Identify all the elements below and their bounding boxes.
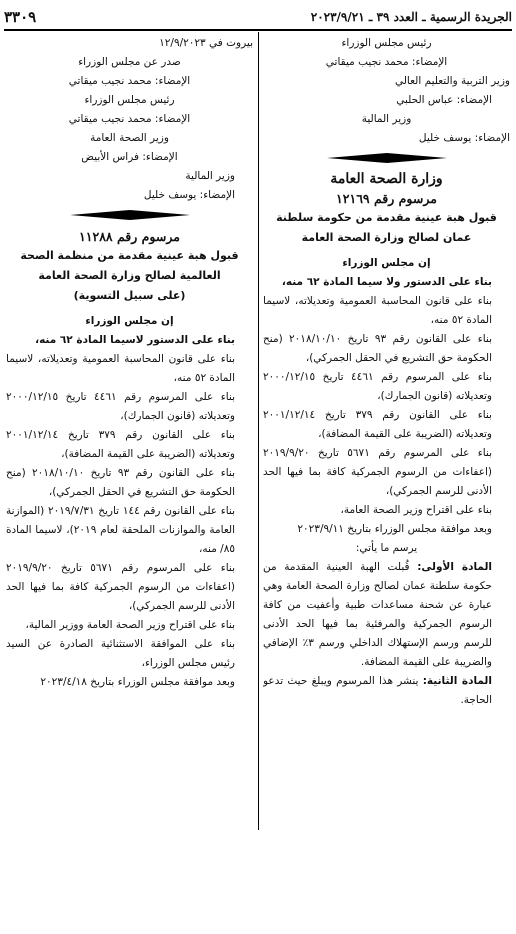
section-separator [6, 205, 253, 227]
legal-basis: بناء على القانون رقم ٩٣ تاريخ ٢٠١٨/١٠/١٠ (منح الحكومة حق التشريع في الحقل الجمركي)، [6, 467, 235, 498]
signature-role: وزير المالية [185, 170, 235, 182]
signature-name: الإمضاء: فراس الأبيض [81, 151, 178, 163]
decree-subject: قبول هبة عينية مقدمة من منظمة الصحة [20, 249, 239, 262]
legal-basis: بناء على القانون رقم ٩٣ تاريخ ٢٠١٨/١٠/١٠ (منح الحكومة حق التشريع في الحقل الجمركي)، [263, 333, 492, 364]
gazette-issue-title: الجريدة الرسمية ـ العدد ٣٩ ـ ٢٠٢٣/٩/٢١ [310, 10, 512, 24]
legal-basis: بناء على المرسوم رقم ٥٦٧١ تاريخ ٢٠١٩/٩/٢٠ (اعفاءات من الرسوم الجمركية كافة بما فيها الحد الأدنى للرسم الجمركي)، [263, 447, 492, 497]
legal-basis: بناء على اقتراح وزير الصحة العامة، [340, 504, 492, 516]
section-separator [263, 148, 510, 170]
left-column [6, 34, 253, 692]
place-date: بيروت في ١٢/٩/٢٠٢٣ [159, 37, 253, 49]
ministry-heading: وزارة الصحة العامة [330, 171, 443, 187]
article-label: المادة الأولى: [417, 561, 492, 573]
legal-basis: بناء على الموافقة الاستثنائية الصادرة عن السيد رئيس مجلس الوزراء، [6, 638, 235, 669]
signature-role: وزير الصحة العامة [90, 132, 169, 144]
article-1 [263, 558, 510, 672]
legal-basis: بناء على المرسوم رقم ٤٤٦١ تاريخ ٢٠٠٠/١٢/١٥ وتعديلاته (قانون الجمارك)، [263, 371, 492, 402]
decree-formula: يرسم ما يأتي: [355, 542, 418, 554]
decree-subject: (على سبيل التسوية) [73, 289, 186, 302]
article-text: قُبلت الهبة العينية المقدمة من حكومة سلطنة عمان لصالح وزارة الصحة العامة وهي عبارة عن شحنة مساعدات طبية وأعفيت من كافة الرسوم الجمركية والمرفئية بما فيها الحد الأدنى للرسم ورسم الإستهلاك الداخلي ورسم ٣٪ الإضافي والضريبة على القيمة المضافة. [263, 561, 492, 668]
issuer-line: إن مجلس الوزراء [85, 315, 174, 327]
issuer-line: إن مجلس الوزراء [342, 257, 431, 269]
signature-name: الإمضاء: يوسف خليل [418, 132, 510, 144]
article-2 [263, 672, 510, 710]
column-divider [258, 32, 259, 830]
legal-basis: وبعد موافقة مجلس الوزراء بتاريخ ٢٠٢٣/٩/١١ [297, 523, 492, 535]
legal-basis: بناء على المرسوم رقم ٤٤٦١ تاريخ ٢٠٠٠/١٢/١٥ وتعديلاته (قانون الجمارك)، [6, 391, 235, 422]
page-number: ٣٣٠٩ [4, 8, 37, 26]
legal-basis: وبعد موافقة مجلس الوزراء بتاريخ ٢٠٢٣/٤/١٨ [40, 676, 235, 688]
legal-basis: بناء على اقتراح وزير الصحة العامة ووزير المالية، [25, 619, 235, 631]
decree-title: مرسوم رقم ١١٢٨٨ [79, 229, 180, 244]
decree-subject: العالمية لصالح وزارة الصحة العامة [38, 269, 221, 282]
header-rule [4, 29, 512, 31]
decree-subject: عمان لصالح وزارة الصحة العامة [301, 231, 472, 244]
legal-basis: بناء على قانون المحاسبة العمومية وتعديلاته، لاسيما المادة ٥٢ منه، [263, 295, 492, 326]
legal-basis: بناء على القانون رقم ٣٧٩ تاريخ ٢٠٠١/١٢/١٤ وتعديلاته (الضريبة على القيمة المضافة)، [6, 429, 235, 460]
legal-basis: بناء على القانون رقم ١٤٤ تاريخ ٢٠١٩/٧/٣١ (الموازنة العامة والموازنات الملحقة لعام ٢٠١٩)، لاسيما المادة ٨٥/ منه، [6, 505, 235, 555]
signature-role: وزير التربية والتعليم العالي [394, 75, 510, 87]
signature-name: الإمضاء: محمد نجيب ميقاتي [325, 56, 448, 68]
legal-basis: بناء على الدستور ولا سيما المادة ٦٢ منه، [281, 276, 492, 288]
decree-title: مرسوم رقم ١٢١٦٩ [336, 191, 437, 206]
article-label: المادة الثانية: [422, 675, 492, 687]
issued-by: صدر عن مجلس الوزراء [78, 56, 181, 68]
legal-basis: بناء على القانون رقم ٣٧٩ تاريخ ٢٠٠١/١٢/١٤ وتعديلاته (الضريبة على القيمة المضافة)، [263, 409, 492, 440]
legal-basis: بناء على قانون المحاسبة العمومية وتعديلاته، لاسيما المادة ٥٢ منه، [6, 353, 235, 384]
right-column [263, 34, 510, 710]
signature-role: وزير المالية [361, 113, 412, 125]
legal-basis: بناء على المرسوم رقم ٥٦٧١ تاريخ ٢٠١٩/٩/٢٠ (اعفاءات من الرسوم الجمركية كافة بما فيها الحد الأدنى للرسم الجمركي)، [6, 562, 235, 612]
article-text: ينشر هذا المرسوم ويبلغ حيث تدعو الحاجة. [263, 675, 492, 706]
signature-name: الإمضاء: عباس الحلبي [396, 94, 492, 106]
signature-role: رئيس مجلس الوزراء [84, 94, 175, 106]
signature-name: الإمضاء: محمد نجيب ميقاتي [68, 75, 191, 87]
signature-name: الإمضاء: محمد نجيب ميقاتي [68, 113, 191, 125]
page-header [4, 6, 512, 28]
legal-basis: بناء على الدستور لاسيما المادة ٦٢ منه، [35, 334, 235, 346]
signature-name: الإمضاء: يوسف خليل [143, 189, 235, 201]
signature-role: رئيس مجلس الوزراء [341, 37, 432, 49]
decree-subject: قبول هبة عينية مقدمة من حكومة سلطنة [276, 211, 497, 224]
